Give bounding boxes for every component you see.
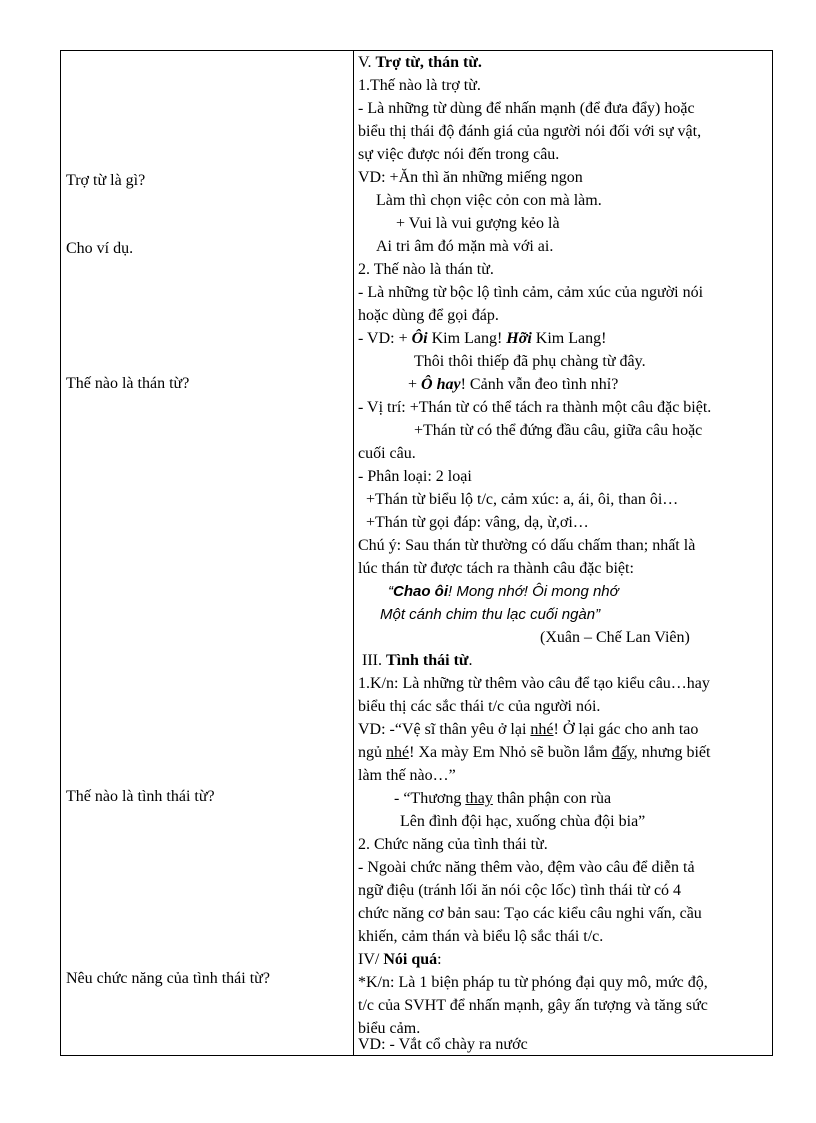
example-line: làm thế nào…” (358, 767, 456, 784)
text-line: - Là những từ dùng để nhấn mạnh (để đưa đẩy) hoặc (358, 100, 695, 117)
poem-source: (Xuân – Chế Lan Viên) (540, 629, 690, 646)
question-than-tu: Thế nào là thán từ? (66, 375, 190, 392)
text-line: khiến, cảm thán và biểu lộ sắc thái t/c. (358, 928, 604, 945)
column-divider (353, 51, 354, 1055)
example-line: Ai tri âm đó mặn mà với ai. (376, 238, 554, 255)
text-line: chức năng cơ bản sau: Tạo các kiểu câu nghi vấn, cầu (358, 905, 702, 922)
text-line: *K/n: Là 1 biện pháp tu từ phóng đại quy mô, mức độ, (358, 974, 708, 991)
question-tro-tu: Trợ từ là gì? (66, 172, 146, 189)
example-line: + Vui là vui gượng kẻo là (396, 215, 560, 232)
text-line: +Thán từ biểu lộ t/c, cảm xúc: a, ái, ôi, than ôi… (366, 491, 679, 508)
text-line: biểu thị thái độ đánh giá của người nói đối với sự vật, (358, 123, 702, 140)
poem-line: Một cánh chim thu lạc cuối ngàn” (380, 606, 601, 623)
example-line: - “Thương thay thân phận con rùa (394, 790, 612, 807)
section-iii-heading: III. Tình thái từ. (362, 652, 473, 669)
than-tu-heading: 2. Thế nào là thán từ. (358, 261, 494, 278)
text-line: t/c của SVHT để nhấn mạnh, gây ấn tượng và tăng sức (358, 997, 708, 1014)
question-example: Cho ví dụ. (66, 240, 134, 257)
text-line: Chú ý: Sau thán từ thường có dấu chấm than; nhất là (358, 537, 696, 554)
text-line: hoặc dùng để gọi đáp. (358, 307, 499, 324)
example-line: - VD: + Ôi Kim Lang! Hỡi Kim Lang! (358, 330, 607, 347)
text-line: biểu thị các sắc thái t/c của người nói. (358, 698, 601, 715)
example-line: Làm thì chọn việc cỏn con mà làm. (376, 192, 602, 209)
text-line: 1.K/n: Là những từ thêm vào câu để tạo kiểu câu…hay (358, 675, 710, 692)
example-line: VD: - Vắt cổ chày ra nước (358, 1036, 528, 1053)
section-v-heading: V. Trợ từ, thán từ. (358, 54, 482, 71)
text-line: +Thán từ gọi đáp: vâng, dạ, ừ,ơi… (366, 514, 589, 531)
question-chuc-nang: Nêu chức năng của tình thái từ? (66, 970, 270, 987)
text-line: cuối câu. (358, 445, 416, 462)
example-line: VD: -“Vệ sĩ thân yêu ở lại nhé! Ở lại gác cho anh tao (358, 721, 699, 738)
text-line: biểu cảm. (358, 1020, 421, 1037)
example-line: ngủ nhé! Xa mày Em Nhỏ sẽ buồn lắm đấy, nhưng biết (358, 744, 711, 761)
tro-tu-heading: 1.Thế nào là trợ từ. (358, 77, 481, 94)
example-line: VD: +Ăn thì ăn những miếng ngon (358, 169, 583, 186)
lesson-table (60, 50, 773, 1056)
text-line: lúc thán từ được tách ra thành câu đặc biệt: (358, 560, 634, 577)
text-line: - Vị trí: +Thán từ có thể tách ra thành một câu đặc biệt. (358, 399, 712, 416)
section-iv-heading: IV/ Nói quá: (358, 951, 442, 968)
text-line: sự việc được nói đến trong câu. (358, 146, 560, 163)
example-line: Thôi thôi thiếp đã phụ chàng từ đây. (414, 353, 646, 370)
example-line: + Ô hay! Cảnh vẫn đeo tình nhỉ? (408, 376, 619, 393)
chuc-nang-heading: 2. Chức năng của tình thái từ. (358, 836, 548, 853)
text-line: - Ngoài chức năng thêm vào, đệm vào câu để diễn tả (358, 859, 695, 876)
text-line: - Phân loại: 2 loại (358, 468, 472, 485)
poem-line: “Chao ôi! Mong nhớ! Ôi mong nhớ (388, 583, 619, 600)
text-line: ngữ điệu (tránh lối ăn nói cộc lốc) tình thái từ có 4 (358, 882, 682, 899)
text-line: +Thán từ có thể đứng đầu câu, giữa câu hoặc (414, 422, 703, 439)
example-line: Lên đình đội hạc, xuống chùa đội bia” (400, 813, 646, 830)
text-line: - Là những từ bộc lộ tình cảm, cảm xúc của người nói (358, 284, 704, 301)
question-tinh-thai-tu: Thế nào là tình thái từ? (66, 788, 215, 805)
